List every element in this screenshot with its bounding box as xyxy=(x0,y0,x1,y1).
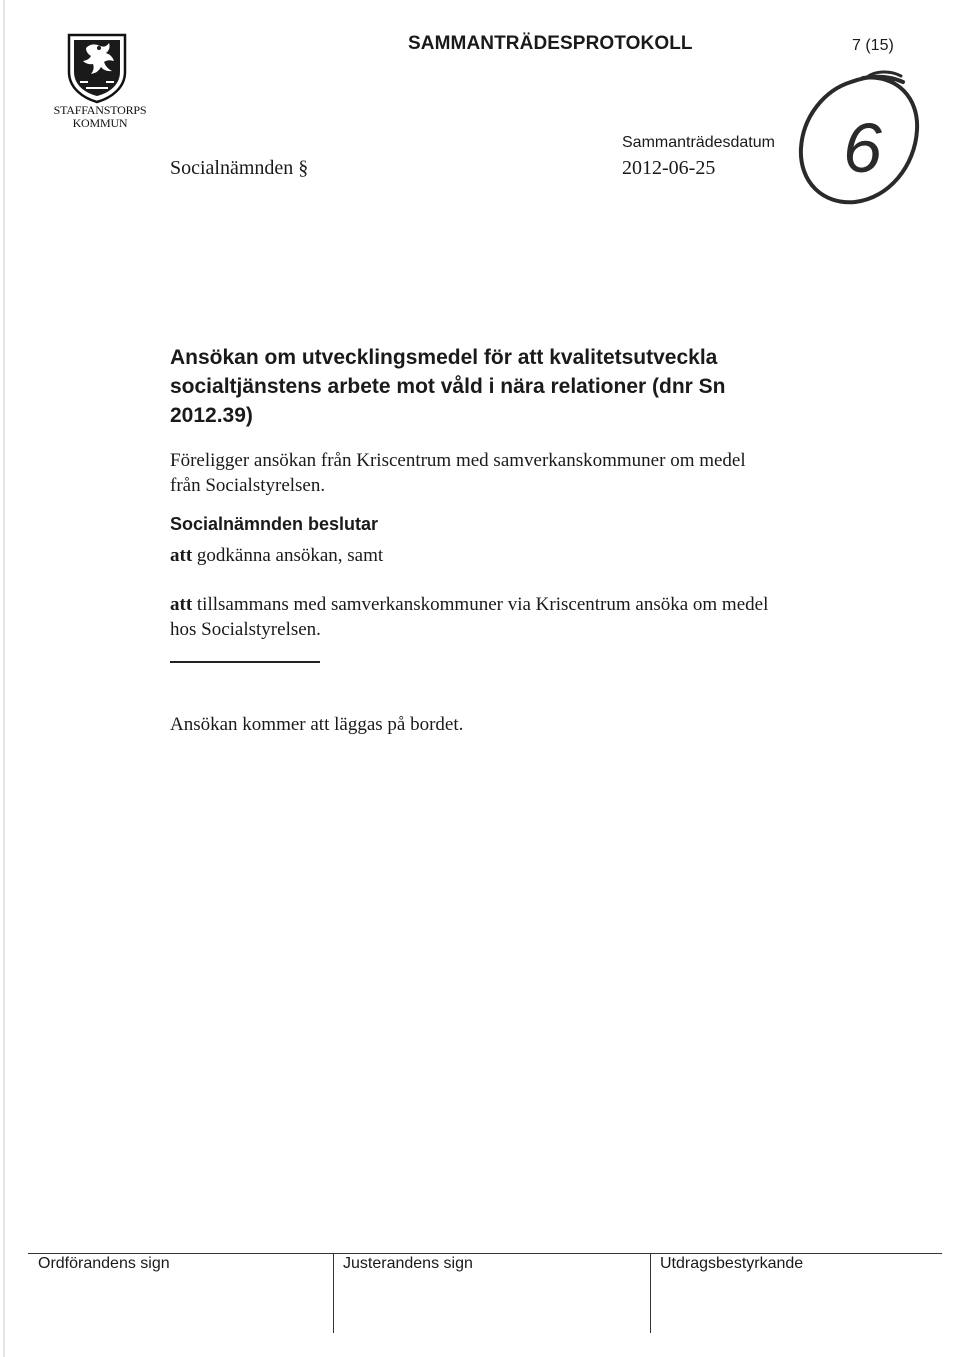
decision-item-1 xyxy=(170,543,860,568)
decision-item-2 xyxy=(170,592,860,642)
board-name: Socialnämnden § xyxy=(170,157,309,179)
heading-line: 2012.39) xyxy=(170,404,253,427)
page-edge xyxy=(3,0,5,1357)
att-keyword: att xyxy=(170,594,193,615)
decision-text: godkänna ansökan, samt xyxy=(196,545,384,566)
section-divider xyxy=(170,661,320,663)
chair-signature-label: Ordförandens sign xyxy=(38,1255,170,1272)
handwritten-item-number xyxy=(785,68,925,213)
intro-paragraph xyxy=(170,448,860,498)
municipality-name-line2: KOMMUN xyxy=(72,116,128,130)
meeting-date-label: Sammanträdesdatum xyxy=(622,134,775,151)
intro-line: från Socialstyrelsen. xyxy=(170,475,326,496)
decision-text-line1: tillsammans med samverkanskommuner via Kriscentrum ansöka om medel xyxy=(196,594,769,615)
municipality-name xyxy=(52,104,148,130)
signature-footer-line xyxy=(28,1253,942,1254)
coat-of-arms-icon xyxy=(66,32,128,104)
extract-certifier-label: Utdragsbestyrkande xyxy=(660,1255,804,1272)
decision-text-line2: hos Socialstyrelsen. xyxy=(170,619,321,640)
item-heading xyxy=(170,343,810,430)
signature-divider xyxy=(333,1253,334,1333)
municipality-logo xyxy=(52,30,147,130)
closing-note: Ansökan kommer att läggas på bordet. xyxy=(170,714,464,735)
meeting-date: 2012-06-25 xyxy=(622,157,716,179)
page-number: 7 (15) xyxy=(852,37,894,54)
heading-line: Ansökan om utvecklingsmedel för att kvalitetsutveckla xyxy=(170,346,718,369)
adjuster-signature-label: Justerandens sign xyxy=(343,1255,473,1272)
municipality-name-line1: STAFFANSTORPS xyxy=(53,103,147,117)
document-title: SAMMANTRÄDESPROTOKOLL xyxy=(408,33,693,54)
handwritten-number: 6 xyxy=(843,109,882,187)
att-keyword: att xyxy=(170,545,193,566)
intro-line: Föreligger ansökan från Kriscentrum med samverkanskommuner om medel xyxy=(170,450,746,471)
decision-label: Socialnämnden beslutar xyxy=(170,514,379,534)
heading-line: socialtjänstens arbete mot våld i nära relationer (dnr Sn xyxy=(170,375,726,398)
signature-divider xyxy=(650,1253,651,1333)
